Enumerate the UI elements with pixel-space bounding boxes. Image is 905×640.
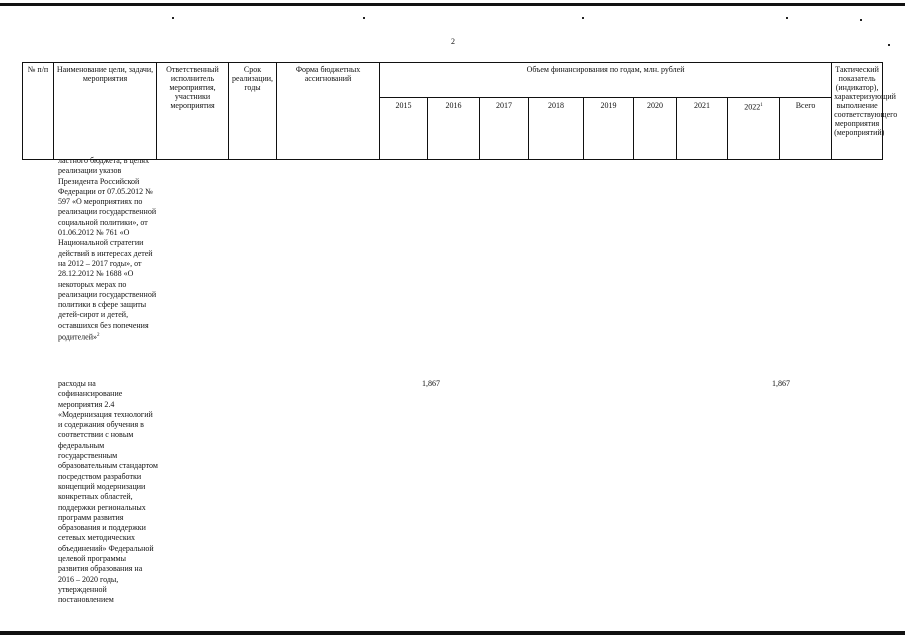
year-header: 2016 bbox=[428, 98, 480, 160]
year-header: 2021 bbox=[677, 98, 728, 160]
value-total: 1,867 bbox=[772, 379, 790, 388]
col-funding-header: Объем финансирования по годам, млн. рублей bbox=[380, 63, 832, 98]
year-header: 2020 bbox=[634, 98, 677, 160]
col-executor-header: Ответственный исполнитель мероприятия, участники мероприятия bbox=[157, 63, 229, 160]
year-header-2022 bbox=[728, 98, 780, 160]
scan-mark bbox=[172, 17, 174, 19]
row-text: ластного бюджета, в целях реализации указов Президента Российской Федерации от 07.05.2012 № 597 «О мероприятиях по реализации государственной социальной политики», от 01.06.2012 № 761 «О Национальной стратегии действий в интересах детей на 2012 – 2017 годы», от 28.12.2012 № 1688 «О некоторых мерах по реализации государственной политики в сфере защиты детей-сирот и детей, оставшихся без попечения родителей» bbox=[58, 156, 157, 342]
page-number: 2 bbox=[451, 37, 455, 46]
row-text-2 bbox=[58, 379, 158, 606]
year-label: 2022 bbox=[744, 102, 761, 112]
col-indicator-header: Тактический показатель (индикатор), характеризующий выполнение соответствующего мероприятия (мероприятий) bbox=[832, 63, 883, 160]
bottom-rule bbox=[0, 631, 905, 635]
scan-mark bbox=[860, 19, 862, 21]
footnote-mark: 1 bbox=[760, 103, 763, 108]
year-header: 2019 bbox=[584, 98, 634, 160]
col-form-header: Форма бюджетных ассигнований bbox=[277, 63, 380, 160]
year-header: 2018 bbox=[529, 98, 584, 160]
top-rule bbox=[0, 3, 905, 6]
row-text-1 bbox=[58, 156, 158, 343]
value-2016: 1,867 bbox=[422, 379, 440, 388]
total-header: Всего bbox=[780, 98, 832, 160]
scan-mark bbox=[888, 44, 890, 46]
year-header: 2017 bbox=[480, 98, 529, 160]
scan-mark bbox=[363, 17, 365, 19]
col-number-header: № п/п bbox=[23, 63, 54, 160]
header-table bbox=[22, 62, 898, 160]
footnote-mark: 2 bbox=[97, 333, 100, 339]
year-header: 2015 bbox=[380, 98, 428, 160]
col-name-header: Наименование цели, задачи, мероприятия bbox=[54, 63, 157, 160]
col-term-header: Срок реализации, годы bbox=[229, 63, 277, 160]
row-text: расходы на софинансирование мероприятия 2.4 «Модернизация технологий и содержания обучения в соответствии с новым федеральным государственным образовательным стандартом посредством разработки концепций модернизации конкретных областей, поддержки региональных программ развития образования и поддержки сетевых методических объединений» Федеральной целевой программы развития образования на 2016 – 2020 годы, утвержденной постановлением bbox=[58, 379, 158, 605]
scan-mark bbox=[582, 17, 584, 19]
scan-mark bbox=[786, 17, 788, 19]
